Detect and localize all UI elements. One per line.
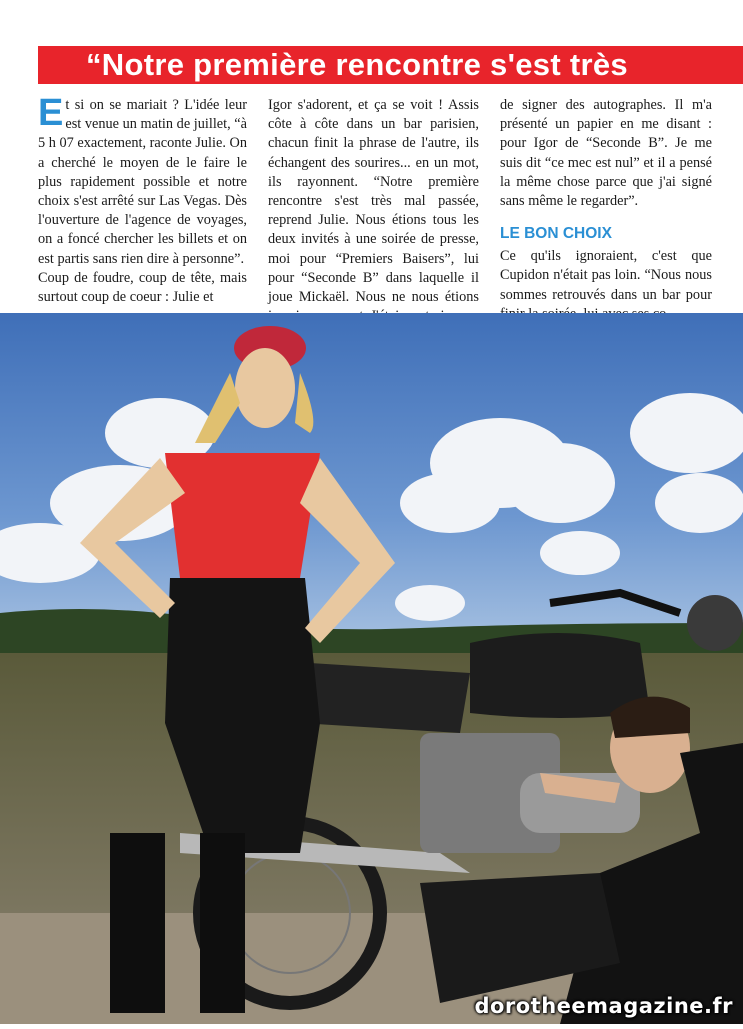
- paragraph: Igor s'adorent, et ça se voit ! Assis côte à côte dans un bar parisien, chacun finit la phrase de l'autre, ils échangent des sourires... en un mot, ils rayonnent. “Notre première rencontre s'est très mal passée, reprend Julie. Nous étions tous les deux invités à une soirée de presse, moi pour “Premiers Baisers”, lui pour “Seconde B” dans laquelle il joue Mickaël. Nous ne nous étions: [268, 97, 479, 306]
- headline-banner: [38, 46, 743, 84]
- headline-text: “Notre première rencontre s'est très: [86, 47, 628, 82]
- article-photo: [0, 313, 743, 1024]
- article-column-1: [38, 92, 247, 308]
- article-column-3: [500, 96, 712, 308]
- paragraph: de signer des autographes. Il m'a présenté un papier en me disant : pour Igor de “Seconde B”. Je me suis dit “ce mec est nul” et il a pensé la même chose parce que j'ai signé sans même le regarder”.: [500, 97, 712, 210]
- paragraph: t si on se mariait ? L'idée leur est venue un matin de juillet, “à 5 h 07 exactement, raconte Julie. On a cherché le moyen de le faire le plus rapidement possible et notre choix s'est arrêté sur Las Vegas. Dès l'ouverture de l'agence de voyages, on a foncé chercher les billets et on est partis sans rien dire à personne”.: [38, 97, 247, 267]
- paragraph: Coup de foudre, coup de tête, mais surtout coup de coeur : Julie et: [38, 269, 247, 306]
- drop-cap: E: [38, 92, 64, 134]
- watermark: dorotheemagazine.fr: [474, 994, 733, 1018]
- paragraph: Ce qu'ils ignoraient, c'est que Cupidon n'était pas loin. “Nous nous sommes retrouvés dans un bar pour: [500, 248, 712, 303]
- section-subheading: LE BON CHOIX: [500, 225, 612, 243]
- article-column-2: [268, 96, 479, 308]
